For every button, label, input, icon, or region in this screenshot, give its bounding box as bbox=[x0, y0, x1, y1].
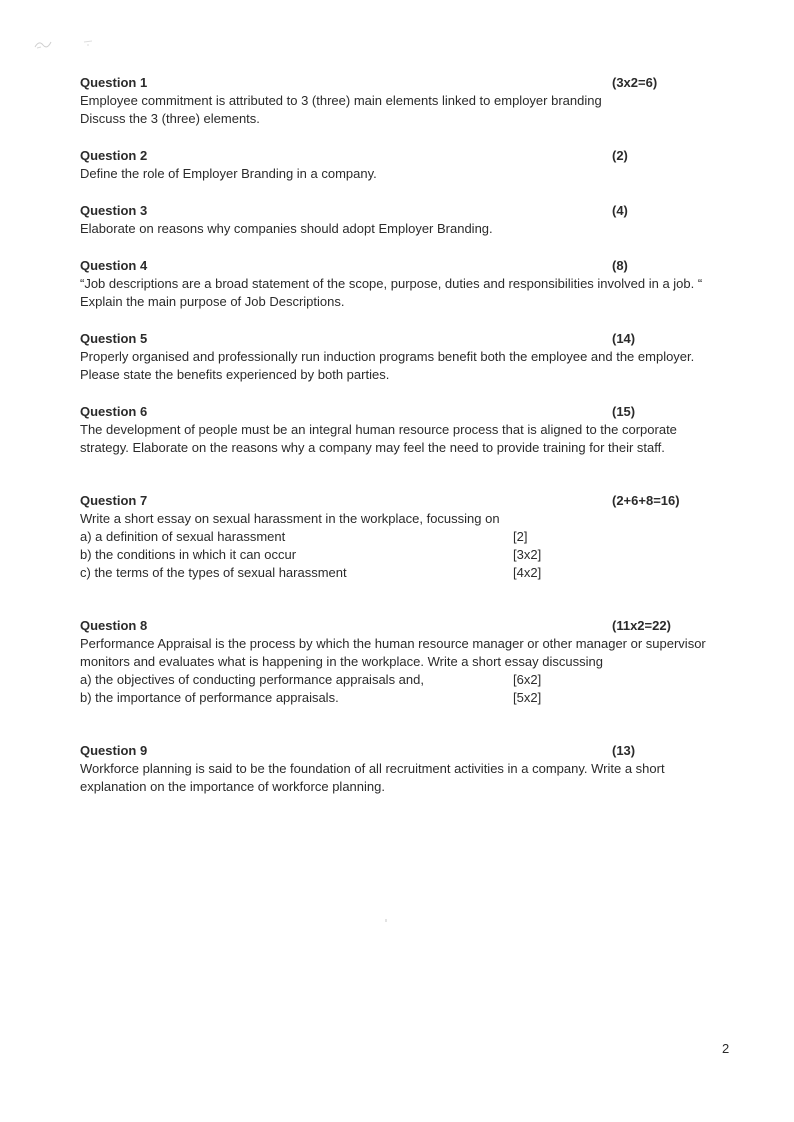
question-text-line: Write a short essay on sexual harassment in the workplace, focussing on bbox=[80, 511, 500, 526]
sub-item-text: a) the objectives of conducting performance appraisals and, bbox=[80, 672, 424, 687]
question-label: Question 6 bbox=[80, 404, 148, 419]
question-marks: (3x2=6) bbox=[612, 75, 658, 90]
question-text-line: The development of people must be an integral human resource process that is aligned to the corporate bbox=[80, 422, 677, 437]
question-block-3 bbox=[80, 202, 748, 238]
question-block-2 bbox=[80, 147, 748, 183]
question-text-line: Properly organised and professionally run induction programs benefit both the employee and the employer. bbox=[80, 349, 695, 364]
scan-smudge-icon bbox=[34, 36, 60, 54]
question-text-line: explanation on the importance of workforce planning. bbox=[80, 779, 385, 794]
question-text-line: Performance Appraisal is the process by which the human resource manager or other manager or supervisor bbox=[80, 636, 706, 651]
scan-speck bbox=[385, 919, 387, 922]
sub-item-mark: [5x2] bbox=[513, 690, 542, 705]
sub-item bbox=[80, 689, 748, 707]
question-heading bbox=[80, 617, 748, 635]
question-text-line: monitors and evaluates what is happening in the workplace. Write a short essay discussing bbox=[80, 654, 603, 669]
question-marks: (2+6+8=16) bbox=[612, 493, 680, 508]
question-marks: (2) bbox=[612, 148, 628, 163]
question-block-5 bbox=[80, 330, 748, 384]
sub-item-mark: [6x2] bbox=[513, 672, 542, 687]
question-label: Question 2 bbox=[80, 148, 148, 163]
question-block-7 bbox=[80, 492, 748, 582]
question-label: Question 9 bbox=[80, 743, 148, 758]
scan-smudge-icon bbox=[83, 34, 95, 52]
question-text-line: Employee commitment is attributed to 3 (three) main elements linked to employer branding bbox=[80, 93, 602, 108]
question-heading bbox=[80, 202, 748, 220]
question-text-line: Explain the main purpose of Job Descriptions. bbox=[80, 294, 345, 309]
sub-item-mark: [3x2] bbox=[513, 547, 542, 562]
question-heading bbox=[80, 742, 748, 760]
question-marks: (15) bbox=[612, 404, 636, 419]
sub-item-text: b) the conditions in which it can occur bbox=[80, 547, 297, 562]
question-label: Question 8 bbox=[80, 618, 148, 633]
question-text-line: “Job descriptions are a broad statement of the scope, purpose, duties and responsibilities involved in a job. “ bbox=[80, 276, 703, 291]
sub-item-text: b) the importance of performance appraisals. bbox=[80, 690, 339, 705]
question-heading bbox=[80, 403, 748, 421]
question-marks: (4) bbox=[612, 203, 628, 218]
question-text-line: Define the role of Employer Branding in a company. bbox=[80, 166, 377, 181]
page-number: 2 bbox=[722, 1041, 730, 1056]
question-label: Question 1 bbox=[80, 75, 148, 90]
question-heading bbox=[80, 330, 748, 348]
question-label: Question 4 bbox=[80, 258, 148, 273]
sub-item-text: c) the terms of the types of sexual harassment bbox=[80, 565, 347, 580]
question-text-line: Elaborate on reasons why companies should adopt Employer Branding. bbox=[80, 221, 493, 236]
sub-item-mark: [2] bbox=[513, 529, 528, 544]
question-label: Question 5 bbox=[80, 331, 148, 346]
question-label: Question 3 bbox=[80, 203, 148, 218]
question-marks: (13) bbox=[612, 743, 636, 758]
question-heading bbox=[80, 74, 748, 92]
question-marks: (14) bbox=[612, 331, 636, 346]
question-block-6 bbox=[80, 403, 748, 457]
question-marks: (11x2=22) bbox=[612, 618, 671, 633]
question-text-line: Discuss the 3 (three) elements. bbox=[80, 111, 260, 126]
question-heading bbox=[80, 257, 748, 275]
question-label: Question 7 bbox=[80, 493, 148, 508]
question-heading bbox=[80, 147, 748, 165]
question-block-1 bbox=[80, 74, 748, 128]
question-text-line: Please state the benefits experienced by both parties. bbox=[80, 367, 390, 382]
sub-item bbox=[80, 671, 748, 689]
sub-item-mark: [4x2] bbox=[513, 565, 542, 580]
question-heading bbox=[80, 492, 748, 510]
question-block-8 bbox=[80, 617, 748, 707]
question-block-9 bbox=[80, 742, 748, 796]
question-text-line: Workforce planning is said to be the foundation of all recruitment activities in a company. Write a short bbox=[80, 761, 665, 776]
sub-item bbox=[80, 546, 748, 564]
exam-page-body bbox=[80, 74, 748, 815]
question-marks: (8) bbox=[612, 258, 628, 273]
sub-item bbox=[80, 528, 748, 546]
sub-item bbox=[80, 564, 748, 582]
sub-item-text: a) a definition of sexual harassment bbox=[80, 529, 286, 544]
question-block-4 bbox=[80, 257, 748, 311]
question-text-line: strategy. Elaborate on the reasons why a company may feel the need to provide training for their staff. bbox=[80, 440, 665, 455]
